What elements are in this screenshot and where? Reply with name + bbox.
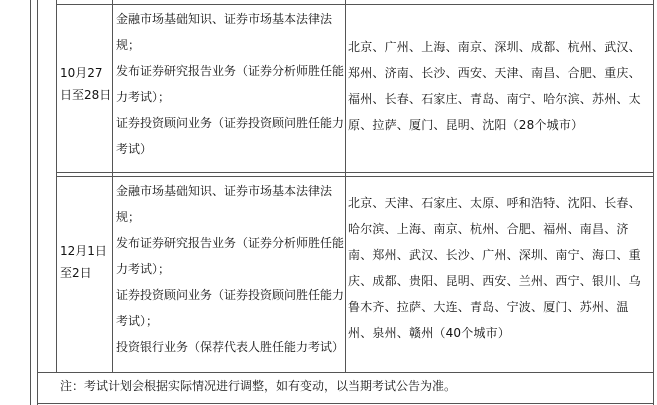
table-left-outer-border <box>30 0 31 405</box>
row1-subject-3: 证券投资顾问业务（证券投资顾问胜任能力考试） <box>116 116 345 156</box>
row1-subject-1: 金融市场基础知识、证券市场基本法律法规； <box>116 12 333 52</box>
row2-cities: 北京、天津、石家庄、太原、呼和浩特、沈阳、长春、哈尔滨、上海、南京、杭州、合肥、福州、南昌、济南、郑州、武汉、长沙、广州、深圳、南宁、海口、重庆、成都、贵阳、昆明、西安、兰州、西宁、银川、乌鲁木齐、拉萨、大连、青岛、宁波、厦门、苏州、温州、泉州、赣州（40个城市） <box>348 196 641 340</box>
date-column-left-border <box>56 0 57 372</box>
schedule-note: 注：考试计划会根据实际情况进行调整，如有变动，以当期考试公告为准。 <box>60 379 457 393</box>
row1-top-border <box>56 4 654 5</box>
row2-date: 12月1日至2日 <box>60 244 107 280</box>
row1-date: 10月27日至28日 <box>60 66 112 102</box>
row-divider <box>56 172 654 173</box>
row1-cities: 北京、广州、上海、南京、深圳、成都、杭州、武汉、郑州、济南、长沙、西安、天津、南昌、合肥、重庆、福州、长春、石家庄、青岛、南宁、哈尔滨、苏州、太原、拉萨、厦门、昆明、沈阳（28个城市） <box>348 40 641 132</box>
row2-top-border <box>56 176 654 177</box>
row1-subjects <box>116 6 346 162</box>
table-bottom-border <box>37 403 654 404</box>
row2-subject-4: 投资银行业务（保荐代表人胜任能力考试） <box>116 340 345 354</box>
table-right-border <box>653 0 654 405</box>
note-top-border <box>37 372 654 373</box>
row2-subject-1: 金融市场基础知识、证券市场基本法律法规； <box>116 184 333 224</box>
row2-subjects <box>116 178 346 360</box>
table-left-inner-border <box>37 0 38 405</box>
row2-subject-3: 证券投资顾问业务（证券投资顾问胜任能力考试）； <box>116 288 345 328</box>
row1-subject-2: 发布证券研究报告业务（证券分析师胜任能力考试）； <box>116 64 345 104</box>
row2-subject-2: 发布证券研究报告业务（证券分析师胜任能力考试）； <box>116 236 345 276</box>
subject-column-left-border <box>112 0 113 372</box>
